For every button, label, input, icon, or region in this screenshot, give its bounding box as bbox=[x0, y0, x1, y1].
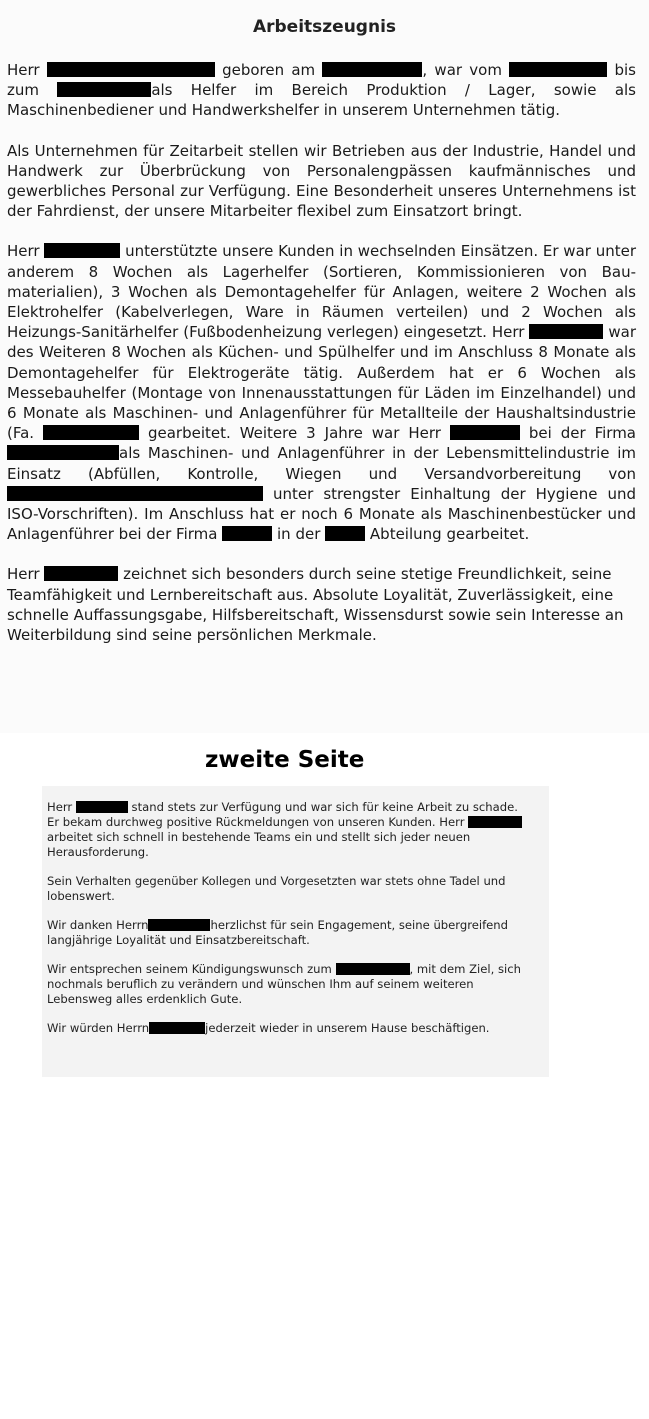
second-page-title: zweite Seite bbox=[205, 747, 365, 773]
redacted-company bbox=[222, 526, 272, 541]
paragraph-behaviour: Sein Verhalten gegenüber Kollegen und Vorgesetzten war stets ohne Tadel und lobenswert. bbox=[47, 874, 506, 903]
redacted-name bbox=[450, 425, 520, 440]
redacted-birthdate bbox=[322, 62, 422, 77]
page-two-body bbox=[47, 800, 527, 1036]
paragraph-availability: Herr stand stets zur Verfügung und war sich für keine Arbeit zu schade. Er bekam durchweg positive Rückmeldungen von unseren Kunden. Herr arbeitet sich schnell in bestehende Teams ein und stellt sich jeder neuen Herausforderung. bbox=[47, 800, 527, 860]
redacted-date bbox=[336, 963, 410, 975]
redacted-company bbox=[43, 425, 139, 440]
redacted-name bbox=[529, 324, 603, 339]
document-title: Arbeitszeugnis bbox=[252, 17, 397, 37]
redacted-name bbox=[148, 919, 210, 931]
redacted-department bbox=[325, 526, 365, 541]
redacted-end-date bbox=[57, 82, 151, 97]
redacted-products bbox=[7, 486, 263, 501]
paragraph-company-description: Als Unternehmen für Zeitarbeit stellen wir Betrieben aus der Industrie, Handel und Handwerk zur Überbrückung von Personalengpässen kaufmännisches und gewerbliches Personal zur Verfügung. Eine Besonderheit unseres Unternehmens ist der Fahrdienst, der unsere Mitarbeiter flexibel zum Einsatzort bringt. bbox=[7, 141, 636, 221]
redacted-name bbox=[47, 62, 215, 77]
paragraph-assignments: Herr unterstützte unsere Kunden in wechselnden Einsätzen. Er war unter anderem 8 Wochen als Lagerhelfer (Sortieren, Kommissionieren von Bau-materialien), 3 Wochen als Demontagehelfer für Anlagen, weitere 2 Wochen als Elektrohelfer (Kabelverlegen, Ware in Räumen verteilen) und 2 Wochen als Heizungs-Sanitärhelfer (Fußbodenheizung verlegen) eingesetzt. Herr war des Weiteren 8 Wochen als Küchen- und Spülhelfer und im Anschluss 8 Monate als Demontagehelfer für Elektrogeräte tätig. Außerdem hat er 6 Wochen als Messebauhelfer (Montage von Innenausstattungen für Läden im Einzelhandel) und 6 Monate als Maschinen- und Anlagenführer für Metallteile der Haushaltsindustrie (Fa. gearbeitet. Weitere 3 Jahre war Herr bei der Firma als Maschinen- und Anlagenführer in der Lebensmittelindustrie im Einsatz (Abfüllen, Kontrolle, Wiegen und Versandvorbereitung von unter strengster Einhaltung der Hygiene und ISO-Vorschriften). Im Anschluss hat er noch 6 Monate als Maschinenbestücker und Anlagenführer bei der Firma in der Abteilung gearbeitet. bbox=[7, 242, 636, 544]
page-one-body bbox=[7, 60, 636, 645]
redacted-name bbox=[149, 1022, 205, 1034]
redacted-name bbox=[44, 566, 118, 581]
redacted-company bbox=[7, 445, 119, 460]
redacted-name bbox=[76, 801, 128, 813]
redacted-start-date bbox=[509, 62, 607, 77]
paragraph-characteristics: Herr zeichnet sich besonders durch seine stetige Freundlichkeit, seine Teamfähigkeit und Lernbereitschaft aus. Absolute Loyalität, Zuverlässigkeit, eine schnelle Auffassungsgabe, Hilfsbereitschaft, Wissensdurst sowie sein Interesse an Weiterbildung sind seine persönlichen Merkmale. bbox=[7, 565, 624, 645]
paragraph-thanks: Wir danken Herrn herzlichst für sein Engagement, seine übergreifend langjährige Loyalität und Einsatzbereitschaft. bbox=[47, 918, 508, 947]
paragraph-rehire: Wir würden Herrn jederzeit wieder in unserem Hause beschäftigen. bbox=[47, 1021, 490, 1035]
redacted-name bbox=[44, 243, 120, 258]
page-two-scan bbox=[42, 786, 549, 1077]
paragraph-employment-period: Herr geboren am , war vom bis zum als Helfer im Bereich Produktion / Lager, sowie als Maschinenbediener und Handwerkshelfer in unserem Unternehmen tätig. bbox=[7, 61, 636, 120]
redacted-name bbox=[468, 816, 522, 828]
paragraph-resignation: Wir entsprechen seinem Kündigungswunsch zum , mit dem Ziel, sich nochmals beruflich zu verändern und wünschen Ihm auf seinem weiteren Lebensweg alles erdenklich Gute. bbox=[47, 962, 521, 1006]
